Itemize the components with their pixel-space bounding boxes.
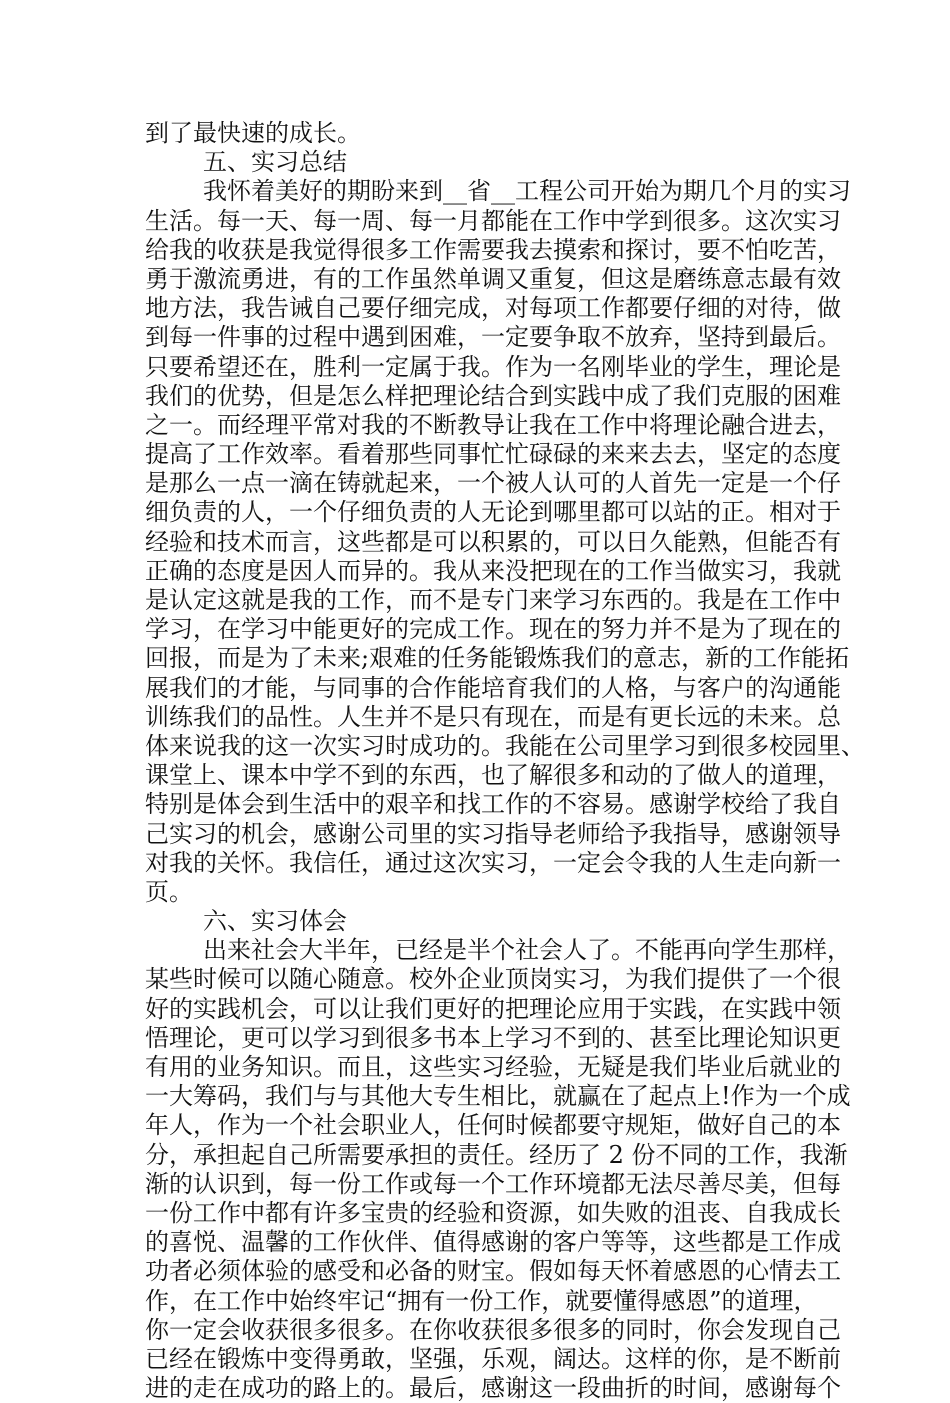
text-line: 我怀着美好的期盼来到__省__工程公司开始为期几个月的实习 [203, 177, 851, 206]
text-line: 到了最快速的成长。 [145, 119, 361, 147]
text-line: 是认定这就是我的工作，而不是专门来学习东西的。我是在工作中 [145, 586, 841, 614]
text-line: 回报，而是为了未来;艰难的任务能锻炼我们的意志，新的工作能拓 [145, 644, 850, 673]
text-line: 之一。而经理平常对我的不断教导让我在工作中将理论融合进去， [145, 410, 841, 439]
section-heading: 六、实习体会 [203, 907, 347, 936]
section-heading: 五、实习总结 [203, 148, 347, 177]
text-line: 给我的收获是我觉得很多工作需要我去摸索和探讨，要不怕吃苦， [145, 235, 841, 264]
text-line: 好的实践机会，可以让我们更好的把理论应用于实践，在实践中领 [145, 994, 841, 1023]
text-line: 生活。每一天、每一周、每一月都能在工作中学到很多。这次实习 [145, 206, 841, 235]
text-line: 正确的态度是因人而异的。我从来没把现在的工作当做实习，我就 [145, 556, 841, 585]
text-line: 进的走在成功的路上的。最后，感谢这一段曲折的时间，感谢每个 [145, 1374, 841, 1403]
text-line: 提高了工作效率。看着那些同事忙忙碌碌的来来去去，坚定的态度 [145, 440, 841, 469]
text-line: 你一定会收获很多很多。在你收获很多很多的同时，你会发现自己 [145, 1315, 841, 1344]
document-body [145, 119, 865, 1403]
text-line: 悟理论，更可以学习到很多书本上学习不到的、甚至比理论知识更 [145, 1023, 841, 1052]
text-line: 细负责的人，一个仔细负责的人无论到哪里都可以站的正。相对于 [145, 498, 841, 527]
text-line: 作，在工作中始终牢记“拥有一份工作，就要懂得感恩”的道理， [145, 1286, 818, 1315]
text-line: 功者必须体验的感受和必备的财宝。假如每天怀着感恩的心情去工 [145, 1257, 841, 1286]
text-line: 页。 [145, 877, 193, 906]
text-line: 年人，作为一个社会职业人，任何时候都要守规矩，做好自己的本 [145, 1111, 841, 1140]
text-line: 课堂上、课本中学不到的东西，也了解很多和动的了做人的道理， [145, 761, 841, 790]
text-line: 的喜悦、温馨的工作伙伴、值得感谢的客户等等，这些都是工作成 [145, 1228, 841, 1257]
text-line: 学习，在学习中能更好的完成工作。现在的努力并不是为了现在的 [145, 615, 841, 644]
text-line: 地方法，我告诫自己要仔细完成，对每项工作都要仔细的对待，做 [145, 294, 841, 323]
text-line: 特别是体会到生活中的艰辛和找工作的不容易。感谢学校给了我自 [145, 790, 841, 819]
text-line: 经验和技术而言，这些都是可以积累的，可以日久能熟，但能否有 [145, 527, 841, 556]
text-line: 训练我们的品性。人生并不是只有现在，而是有更长远的未来。总 [145, 702, 841, 731]
text-line: 已经在锻炼中变得勇敢，坚强，乐观，阔达。这样的你，是不断前 [145, 1344, 841, 1373]
text-line: 只要希望还在，胜利一定属于我。作为一名刚毕业的学生，理论是 [145, 352, 841, 381]
text-line: 是那么一点一滴在铸就起来，一个被人认可的人首先一定是一个仔 [145, 469, 841, 498]
text-line: 到每一件事的过程中遇到困难，一定要争取不放弃，坚持到最后。 [145, 323, 841, 352]
text-line: 有用的业务知识。而且，这些实习经验，无疑是我们毕业后就业的 [145, 1053, 841, 1081]
text-line: 某些时候可以随心随意。校外企业顶岗实习，为我们提供了一个很 [145, 965, 841, 994]
text-line: 对我的关怀。我信任，通过这次实习，一定会令我的人生走向新一 [145, 848, 841, 877]
text-line: 勇于激流勇进，有的工作虽然单调又重复，但这是磨练意志最有效 [145, 264, 841, 293]
text-line: 分，承担起自己所需要承担的责任。经历了 2 份不同的工作，我渐 [145, 1140, 848, 1169]
text-line: 渐的认识到，每一份工作或每一个工作环境都无法尽善尽美，但每 [145, 1169, 841, 1198]
text-line: 出来社会大半年，已经是半个社会人了。不能再向学生那样， [203, 936, 851, 965]
text-line: 一份工作中都有许多宝贵的经验和资源，如失败的沮丧、自我成长 [145, 1198, 841, 1227]
text-line: 己实习的机会，感谢公司里的实习指导老师给予我指导，感谢领导 [145, 819, 841, 848]
text-line: 体来说我的这一次实习时成功的。我能在公司里学习到很多校园里、 [145, 731, 865, 760]
text-line: 我们的优势，但是怎么样把理论结合到实践中成了我们克服的困难 [145, 381, 841, 410]
text-line: 一大筹码，我们与与其他大专生相比，就赢在了起点上!作为一个成 [145, 1082, 851, 1111]
text-line: 展我们的才能，与同事的合作能培育我们的人格，与客户的沟通能 [145, 673, 841, 702]
